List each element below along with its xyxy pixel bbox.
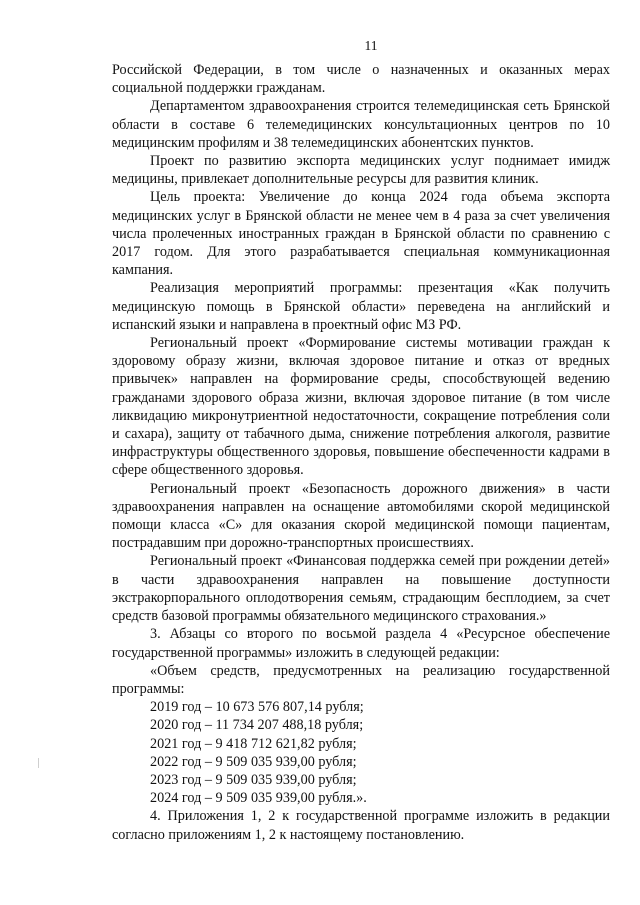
funding-line-2020: 2020 год – 11 734 207 488,18 рубля; <box>150 717 364 734</box>
paragraph-project-goal: Цель проекта: Увеличение до конца 2024 года объема экспорта медицинских услуг в Брянской области не менее чем в 4 раза за счет увеличения числа пролеченных иностранных граждан в Брянской области по сравнению с 2017 годом. Для этого разрабатывается специальная коммуникационная кампания. <box>112 189 610 279</box>
funding-line-2019: 2019 год – 10 673 576 807,14 рубля; <box>150 699 364 716</box>
paragraph-road-safety-project: Региональный проект «Безопасность дорожного движения» в части здравоохранения направлен на оснащение автомобилями скорой медицинской помощи класса «С» для оказания скорой медицинской помощи пациентам, пострадавшим при дорожно-транспортных происшествиях. <box>112 480 610 552</box>
scan-margin-mark <box>38 758 39 768</box>
paragraph-funding-intro: «Объем средств, предусмотренных на реализацию государственной программы: <box>112 662 610 697</box>
funding-line-2022: 2022 год – 9 509 035 939,00 рубля; <box>150 753 357 770</box>
paragraph-export-project: Проект по развитию экспорта медицинских услуг поднимает имидж медицины, привлекает дополнительные ресурсы для развития клиник. <box>112 153 610 188</box>
page-number: 11 <box>364 38 378 53</box>
funding-line-2024: 2024 год – 9 509 035 939,00 рубля.». <box>150 790 367 807</box>
paragraph-item-3: 3. Абзацы со второго по восьмой раздела 4 «Ресурсное обеспечение государственной программы» изложить в следующей редакции: <box>112 626 610 661</box>
paragraph-healthy-lifestyle-project: Региональный проект «Формирование системы мотивации граждан к здоровому образу жизни, включая здоровое питание и отказ от вредных привычек» направлен на формирование среды, способствующей ведению гражданами здорового образа жизни, включая здоровое питание (в том числе ликвидацию микронутриентной недостаточности, сокращение потребления соли и сахара), защиту от табачного дыма, снижение потребления алкоголя, развитие инфраструктуры общественного здоровья, повышение обеспеченности кадрами в сфере общественного здоровья. <box>112 335 610 479</box>
paragraph-continuation: Российской Федерации, в том числе о назначенных и оказанных мерах социальной поддержки гражданам. <box>112 62 610 97</box>
document-body <box>112 61 610 844</box>
paragraph-telemedicine-network: Департаментом здравоохранения строится телемедицинская сеть Брянской области в составе 6 телемедицинских консультационных центров по 10 медицинским профилям и 38 телемедицинских абонентских пунктов. <box>112 98 610 151</box>
funding-line-2023: 2023 год – 9 509 035 939,00 рубля; <box>150 771 357 788</box>
paragraph-family-support-project: Региональный проект «Финансовая поддержка семей при рождении детей» в части здравоохранения направлен на повышение доступности экстракорпорального оплодотворения семьям, страдающим бесплодием, за счет средств базовой программы обязательного медицинского страхования.» <box>112 553 610 625</box>
funding-line-2021: 2021 год – 9 418 712 621,82 рубля; <box>150 735 357 752</box>
paragraph-item-4: 4. Приложения 1, 2 к государственной программе изложить в редакции согласно приложениям 1, 2 к настоящему постановлению. <box>112 808 610 843</box>
paragraph-program-events: Реализация мероприятий программы: презентация «Как получить медицинскую помощь в Брянской области» переведена на английский и испанский языки и направлена в проектный офис МЗ РФ. <box>112 280 610 333</box>
